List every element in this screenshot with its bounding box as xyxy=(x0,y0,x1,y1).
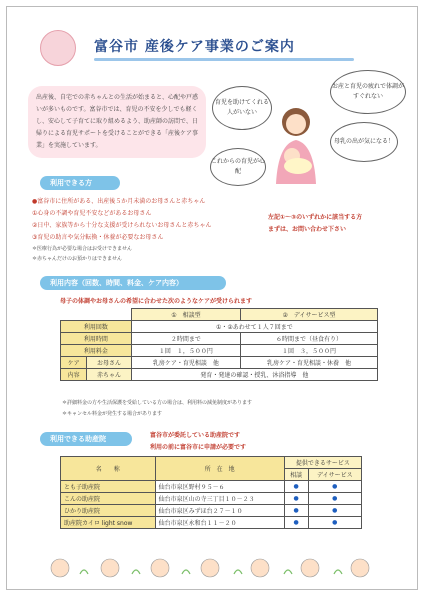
table-cell: １回 ３，５００円 xyxy=(241,345,378,357)
bubble-milk: 母乳の出が気になる！ xyxy=(330,122,398,162)
row-sublabel: お母さん xyxy=(87,357,132,369)
service-dot: ● xyxy=(308,517,361,529)
service-dot: ● xyxy=(284,481,308,493)
eligibility-item: ②日中、家族等から十分な支援が受けられないお母さんと赤ちゃん xyxy=(32,222,212,229)
table-row xyxy=(61,493,362,505)
table-row xyxy=(61,457,362,469)
hospital-note-line: 富谷市が委託している助産院です xyxy=(150,432,241,439)
hospital-table xyxy=(60,456,362,529)
hospital-note-line: 利用の前に富谷市に申請が必要です xyxy=(150,444,247,451)
care-col-header: ② デイサービス型 xyxy=(241,309,378,321)
baby-faces-decoration xyxy=(40,552,390,580)
table-row xyxy=(61,369,378,381)
bubble-tired: お産と育児の疲れで体調がすぐれない xyxy=(330,70,406,114)
col-header-consult: 相談 xyxy=(284,469,308,481)
table-cell: １回 １，５００円 xyxy=(131,345,240,357)
service-dot: ● xyxy=(308,481,361,493)
table-row xyxy=(61,481,362,493)
bubble-future-worry: これからの育児が心配 xyxy=(210,148,266,186)
table-row xyxy=(61,321,378,333)
service-dot: ● xyxy=(284,517,308,529)
eligibility-note: ＊医療行為が必要な場合はお受けできません xyxy=(32,246,133,252)
service-dot: ● xyxy=(284,505,308,517)
side-note-line: まずは、お問い合わせ下さい xyxy=(268,226,347,233)
hospital-name: こんの助産院 xyxy=(61,493,156,505)
service-dot: ● xyxy=(308,493,361,505)
side-note-line: 左記①～③のいずれかに該当する方 xyxy=(268,214,363,221)
table-cell: ６時間まで（昼食有り） xyxy=(241,333,378,345)
eligibility-item: ①心身の不調や育児不安などがあるお母さん xyxy=(32,210,152,217)
section-content: 利用内容（回数、時間、料金、ケア内容） xyxy=(40,276,226,290)
col-header-dayservice: デイサービス xyxy=(308,469,361,481)
service-dot: ● xyxy=(284,493,308,505)
mascot-icon xyxy=(40,30,76,66)
hospital-name: とも子助産院 xyxy=(61,481,156,493)
eligibility-note: ＊赤ちゃんだけのお預かりはできません xyxy=(32,256,123,262)
table-row xyxy=(61,333,378,345)
mother-baby-illustration xyxy=(268,104,324,184)
bubble-no-helper: 育児を助けてくれる人がいない xyxy=(212,86,272,130)
hospital-address: 仙台市泉区永和台１１－２０ xyxy=(155,517,284,529)
title-area xyxy=(34,28,394,68)
col-header-name: 名 称 xyxy=(61,457,156,481)
hospital-address: 仙台市泉区野村９５－６ xyxy=(155,481,284,493)
row-sublabel: 赤ちゃん xyxy=(87,369,132,381)
hospital-note xyxy=(150,430,246,454)
care-table xyxy=(60,308,378,381)
table-row xyxy=(61,345,378,357)
table-row xyxy=(61,517,362,529)
row-label: 利用料金 xyxy=(61,345,132,357)
section-eligible: 利用できる方 xyxy=(40,176,120,190)
row-label: 内容 xyxy=(61,369,87,381)
eligibility-side-note xyxy=(268,212,408,236)
eligibility-main: ●富谷市に住所がある、出産後５か月未満のお母さんと赤ちゃん xyxy=(32,198,206,205)
care-col-header: ① 相談型 xyxy=(131,309,240,321)
row-label: 利用時間 xyxy=(61,333,132,345)
table-cell: ①・②あわせて１人７回まで xyxy=(131,321,377,333)
table-cell: 発育・発達の確認・授乳、沐浴指導 他 xyxy=(131,369,377,381)
care-note: ＊キャンセル料金が発生する場合があります xyxy=(62,411,163,417)
hospital-address: 仙台市泉区みずほ台２７－１０ xyxy=(155,505,284,517)
service-dot: ● xyxy=(308,505,361,517)
table-cell: ２時間まで xyxy=(131,333,240,345)
eligibility-block xyxy=(32,196,292,264)
row-label: 利用回数 xyxy=(61,321,132,333)
col-header-address: 所 在 地 xyxy=(155,457,284,481)
hospital-address: 仙台市泉区山の寺三丁目１０－２３ xyxy=(155,493,284,505)
hospital-name: ひかり助産院 xyxy=(61,505,156,517)
table-row xyxy=(61,505,362,517)
section-hospitals: 利用できる助産院 xyxy=(40,432,132,446)
table-row xyxy=(61,309,378,321)
table-cell: 乳房ケア・育児相談・休養 他 xyxy=(241,357,378,369)
hospital-name: 助産院カイロ light snow xyxy=(61,517,156,529)
row-label: ケア xyxy=(61,357,87,369)
intro-text: 出産後、自宅での赤ちゃんとの生活が始まると、心配や戸惑いが多いものです。富谷市では、育児の不安を少しでも軽くし、安心して子育てに取り組めるよう、助産師の訪問で、日帰りによる育児サポートを受けることができる「産後ケア事業」を実施しています。 xyxy=(28,86,206,158)
col-header-services: 提供できるサービス xyxy=(284,457,361,469)
eligibility-item: ③育児の助言や気分転換・休養が必要なお母さん xyxy=(32,234,164,241)
content-subtitle: 母子の体調やお母さんの希望に合わせた次のようなケアが受けられます xyxy=(60,298,253,305)
care-notes xyxy=(62,398,252,420)
table-cell: 乳房ケア・育児相談 他 xyxy=(131,357,240,369)
table-row xyxy=(61,357,378,369)
title-underline xyxy=(94,58,354,61)
page-title: 富谷市 産後ケア事業のご案内 xyxy=(94,39,295,55)
care-note: ＊詳細料金の方や生活保護を受給している方の場合は、利用料の減免制度があります xyxy=(62,400,253,406)
